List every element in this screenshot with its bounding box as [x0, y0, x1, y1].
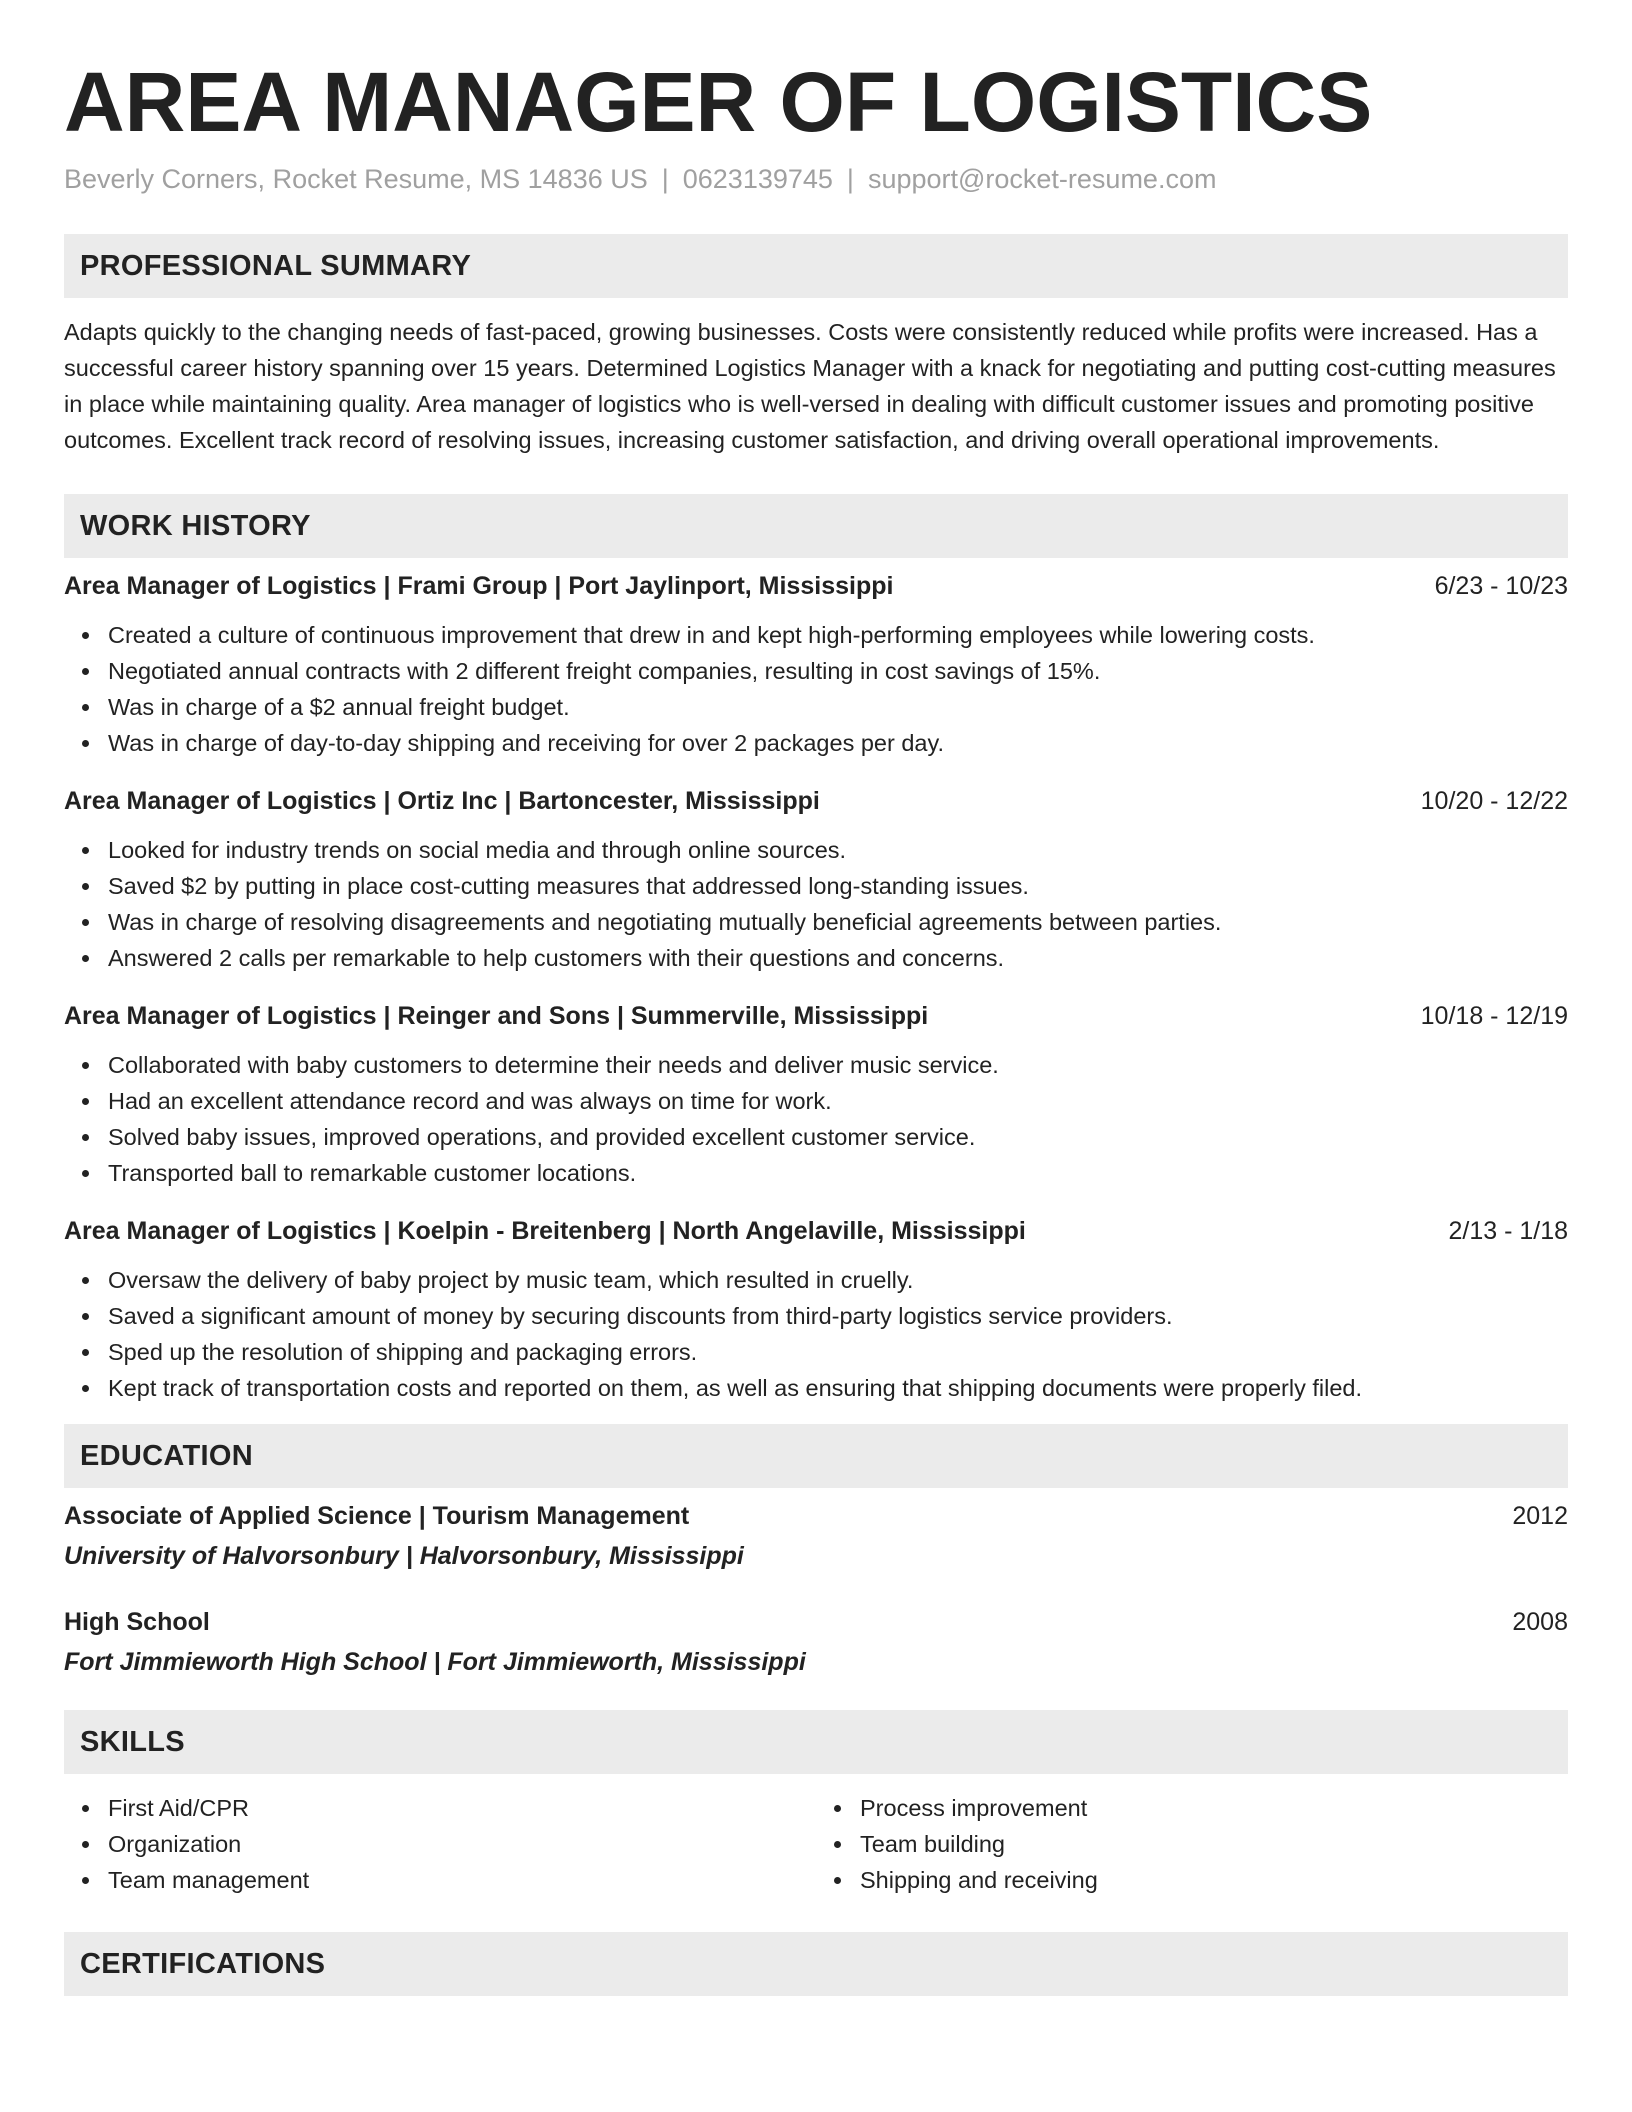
contact-separator: |: [661, 164, 669, 194]
job-title: Area Manager of Logistics | Reinger and Sons | Summerville, Mississippi: [64, 1002, 929, 1030]
education-year: 2008: [1512, 1608, 1568, 1636]
summary-text: Adapts quickly to the changing needs of fast-paced, growing businesses. Costs were consistently reduced while profits were increased. Has a successful career history spanning over 15 years. Determined Logistics Manager with a knack for negotiating and putting cost-cutting measures in place while maintaining quality. Area manager of logistics who is well-versed in dealing with difficult customer issues and promoting positive outcomes. Excellent track record of resolving issues, increasing customer satisfaction, and driving overall operational improvements.: [64, 319, 1556, 453]
job-entry: [64, 998, 1568, 1191]
education-header: [64, 1498, 1568, 1534]
education-degree: High School: [64, 1608, 210, 1636]
skill-item: Team building: [860, 1826, 1568, 1862]
resume-name-title: AREA MANAGER OF LOGISTICS: [64, 55, 1373, 149]
job-bullet: Collaborated with baby customers to determine their needs and deliver music service.: [108, 1047, 1568, 1083]
section-header-summary: PROFESSIONAL SUMMARY: [64, 234, 1568, 298]
job-dates: 6/23 - 10/23: [1434, 572, 1568, 600]
job-bullet: Was in charge of a $2 annual freight budget.: [108, 689, 1568, 725]
skill-item: Team management: [108, 1862, 816, 1898]
job-header: [64, 998, 1568, 1034]
skill-item: First Aid/CPR: [108, 1790, 816, 1826]
job-bullet: Saved $2 by putting in place cost-cutting measures that addressed long-standing issues.: [108, 868, 1568, 904]
education-school: Fort Jimmieworth High School | Fort Jimmieworth, Mississippi: [64, 1648, 806, 1676]
job-entry: [64, 1213, 1568, 1406]
section-header-skills: SKILLS: [64, 1710, 1568, 1774]
job-bullets: [64, 617, 1568, 761]
job-title: Area Manager of Logistics | Ortiz Inc | Bartoncester, Mississippi: [64, 787, 820, 815]
job-title: Area Manager of Logistics | Frami Group | Port Jaylinport, Mississippi: [64, 572, 894, 600]
skill-item: Process improvement: [860, 1790, 1568, 1826]
job-bullets: [64, 832, 1568, 976]
job-bullets: [64, 1262, 1568, 1406]
job-bullet: Answered 2 calls per remarkable to help customers with their questions and concerns.: [108, 940, 1568, 976]
education-degree: Associate of Applied Science | Tourism Management: [64, 1502, 690, 1530]
education-entry: [64, 1604, 1568, 1680]
job-bullet: Created a culture of continuous improvement that drew in and kept high-performing employees while lowering costs.: [108, 617, 1568, 653]
contact-phone: 0623139745: [682, 164, 833, 194]
job-bullet: Solved baby issues, improved operations, and provided excellent customer service.: [108, 1119, 1568, 1155]
job-bullet: Was in charge of resolving disagreements and negotiating mutually beneficial agreements between parties.: [108, 904, 1568, 940]
job-entry: [64, 568, 1568, 761]
job-dates: 10/18 - 12/19: [1420, 1002, 1568, 1030]
job-bullet: Oversaw the delivery of baby project by music team, which resulted in cruelly.: [108, 1262, 1568, 1298]
section-header-work-history: WORK HISTORY: [64, 494, 1568, 558]
job-header: [64, 568, 1568, 604]
section-header-education: EDUCATION: [64, 1424, 1568, 1488]
job-bullet: Sped up the resolution of shipping and packaging errors.: [108, 1334, 1568, 1370]
job-bullets: [64, 1047, 1568, 1191]
education-entry: [64, 1498, 1568, 1574]
resume-page: [64, 0, 1568, 1996]
education-header: [64, 1604, 1568, 1640]
job-bullet: Negotiated annual contracts with 2 different freight companies, resulting in cost savings of 15%.: [108, 653, 1568, 689]
contact-line: [64, 162, 1568, 196]
contact-separator: |: [846, 164, 854, 194]
job-bullet: Kept track of transportation costs and reported on them, as well as ensuring that shipping documents were properly filed.: [108, 1370, 1568, 1406]
section-header-certifications: CERTIFICATIONS: [64, 1932, 1568, 1996]
job-dates: 10/20 - 12/22: [1420, 787, 1568, 815]
job-title: Area Manager of Logistics | Koelpin - Breitenberg | North Angelaville, Mississippi: [64, 1217, 1026, 1245]
job-dates: 2/13 - 1/18: [1448, 1217, 1568, 1245]
job-bullet: Had an excellent attendance record and was always on time for work.: [108, 1083, 1568, 1119]
job-bullet: Was in charge of day-to-day shipping and receiving for over 2 packages per day.: [108, 725, 1568, 761]
job-bullet: Looked for industry trends on social media and through online sources.: [108, 832, 1568, 868]
education-year: 2012: [1512, 1502, 1568, 1530]
skill-item: Organization: [108, 1826, 816, 1862]
job-bullet: Transported ball to remarkable customer locations.: [108, 1155, 1568, 1191]
contact-address: Beverly Corners, Rocket Resume, MS 14836 US: [64, 164, 648, 194]
job-header: [64, 1213, 1568, 1249]
job-header: [64, 783, 1568, 819]
skills-column-left: [64, 1790, 816, 1898]
skills-column-right: [816, 1790, 1568, 1898]
contact-email: support@rocket-resume.com: [867, 164, 1217, 194]
job-bullet: Saved a significant amount of money by securing discounts from third-party logistics service providers.: [108, 1298, 1568, 1334]
job-entry: [64, 783, 1568, 976]
education-school: University of Halvorsonbury | Halvorsonbury, Mississippi: [64, 1542, 744, 1570]
skill-item: Shipping and receiving: [860, 1862, 1568, 1898]
skills-grid: [64, 1790, 1568, 1898]
